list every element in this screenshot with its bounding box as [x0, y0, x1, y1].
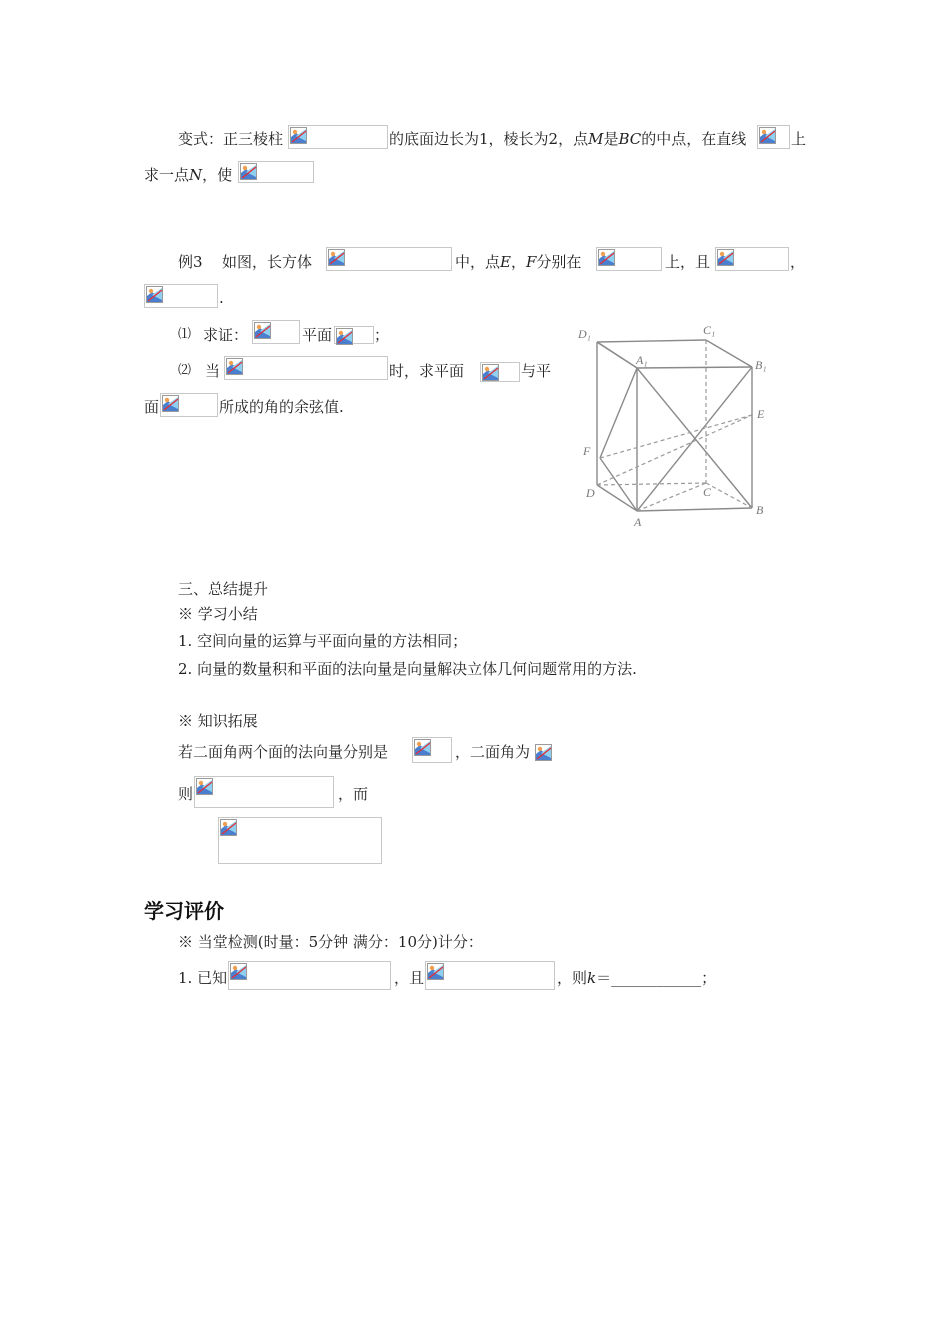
test-question-1a: 1. 已知	[178, 969, 228, 987]
question-2-line2a: 面	[144, 398, 160, 416]
question-2-line2b: 所成的角的余弦值.	[219, 398, 344, 416]
broken-image-icon	[162, 395, 179, 412]
label-C1: C₁	[703, 323, 716, 337]
formula-image	[425, 961, 555, 990]
label-E: E	[757, 407, 765, 421]
broken-image-icon	[336, 328, 353, 345]
broken-image-icon	[226, 358, 243, 375]
broken-image-icon	[230, 963, 247, 980]
variant-text-end: 上	[791, 130, 807, 148]
formula-image	[252, 320, 300, 344]
broken-image-icon	[240, 163, 257, 180]
question-2-mid: 时，求平面	[389, 362, 465, 380]
label-F: F	[583, 444, 591, 458]
example-text3: 上，且	[665, 253, 711, 271]
variant-line2: 求一点N，使	[144, 166, 233, 184]
evaluation-note: ※ 当堂检测(时量：5分钟 满分：10分)计分：	[178, 933, 483, 951]
question-1-plane: 平面	[302, 326, 333, 344]
formula-image	[326, 247, 452, 271]
broken-image-icon	[146, 286, 163, 303]
label-D: D	[586, 486, 595, 500]
example-period: .	[219, 289, 224, 307]
formula-image	[228, 961, 391, 990]
extension-text-1b: ，二面角为	[455, 743, 531, 761]
variant-text-mid: 的底面边长为1，棱长为2，点M是BC的中点，在直线	[389, 130, 747, 148]
test-question-1c: ，则k＝____________；	[557, 969, 717, 987]
question-1-end: ；	[374, 326, 390, 344]
broken-image-icon	[717, 249, 734, 266]
label-B1: B₁	[755, 358, 767, 372]
broken-image-icon	[290, 127, 307, 144]
summary-item-2: 2. 向量的数量积和平面的法向量是向量解决立体几何问题常用的方法.	[178, 660, 637, 678]
summary-item-1: 1. 空间向量的运算与平面向量的方法相同；	[178, 632, 468, 650]
formula-image	[194, 776, 334, 808]
broken-image-icon	[328, 249, 345, 266]
evaluation-heading: 学习评价	[144, 899, 224, 923]
summary-heading: 三、总结提升	[178, 580, 269, 598]
broken-image-icon	[254, 322, 271, 339]
question-2-end: 与平	[521, 362, 552, 380]
label-A1: A₁	[636, 353, 648, 367]
question-1-text: 求证：	[203, 326, 249, 344]
example-text2: 中，点E，F分别在	[455, 253, 582, 271]
label-B: B	[756, 503, 764, 517]
example-text1: 如图，长方体	[222, 253, 313, 271]
example-label: 例3	[178, 253, 203, 271]
label-A: A	[634, 515, 642, 529]
summary-sub2: ※ 知识拓展	[178, 712, 258, 730]
summary-sub1: ※ 学习小结	[178, 605, 258, 623]
extension-text-1a: 若二面角两个面的法向量分别是	[178, 743, 389, 761]
broken-image-icon	[535, 744, 552, 761]
variant-text-prefix: 变式：正三棱柱	[178, 130, 284, 148]
broken-image-icon	[220, 819, 237, 836]
broken-image-icon	[196, 778, 213, 795]
formula-image	[715, 247, 789, 271]
formula-image	[757, 125, 790, 149]
formula-image	[412, 737, 452, 763]
broken-image-icon	[427, 963, 444, 980]
question-2-text: 当	[205, 362, 221, 380]
broken-image-icon	[598, 249, 615, 266]
question-1-number: ⑴	[178, 327, 192, 342]
extension-text-2a: 则	[178, 785, 194, 803]
formula-image	[218, 817, 382, 864]
extension-text-2b: ，而	[338, 785, 369, 803]
question-2-number: ⑵	[178, 363, 192, 378]
formula-image	[288, 125, 388, 149]
broken-image-icon	[482, 364, 499, 381]
label-D1: D₁	[578, 327, 591, 341]
broken-image-icon	[759, 127, 776, 144]
formula-image	[480, 362, 520, 382]
formula-image	[224, 356, 388, 380]
formula-image	[144, 284, 218, 308]
cuboid-figure	[575, 318, 775, 533]
example-comma: ，	[790, 253, 806, 271]
formula-image	[238, 161, 314, 183]
formula-image	[596, 247, 662, 271]
formula-image	[160, 393, 218, 417]
test-question-1b: ，且	[394, 969, 425, 987]
formula-image	[334, 326, 374, 344]
broken-image-icon	[414, 739, 431, 756]
label-C: C	[703, 485, 712, 499]
